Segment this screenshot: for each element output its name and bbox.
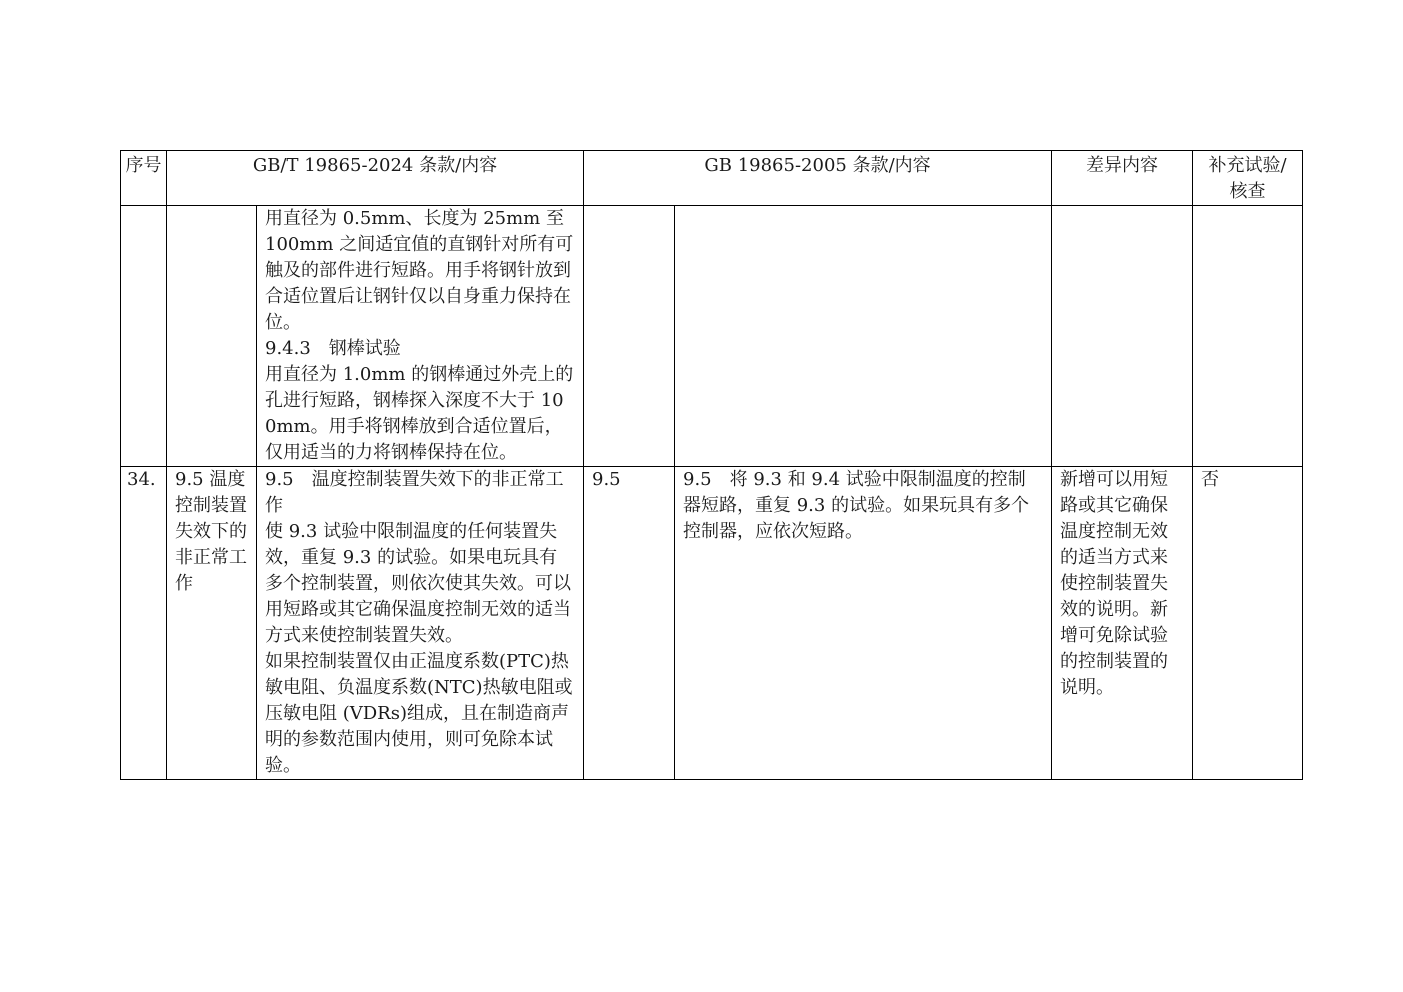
header-difference: 差异内容 [1052, 151, 1193, 206]
row-new-content [257, 206, 584, 467]
row-old-clause: 9.5 [584, 467, 675, 780]
table-row [121, 467, 1303, 780]
header-seq: 序号 [121, 151, 167, 206]
row-old-content [675, 206, 1052, 467]
header-new-standard: GB/T 19865-2024 条款/内容 [167, 151, 584, 206]
header-old-standard: GB 19865-2005 条款/内容 [584, 151, 1052, 206]
header-supplementary-test: 补充试验/核查 [1193, 151, 1303, 206]
row-old-clause [584, 206, 675, 467]
row-new-content [257, 467, 584, 780]
header-row [121, 151, 1303, 206]
row-supplementary-test [1193, 206, 1303, 467]
comparison-table [120, 150, 1303, 780]
row-seq: 34. [121, 467, 167, 780]
new-content-paragraph: 用直径为 0.5mm、长度为 25mm 至 100mm 之间适宜值的直钢针对所有可触及的部件进行短路。用手将钢针放到合适位置后让钢针仅以自身重力保持在位。 [265, 208, 574, 333]
table-row [121, 206, 1303, 467]
new-content-paragraph: 用直径为 1.0mm 的钢棒通过外壳上的孔进行短路，钢棒探入深度不大于 100mm。用手将钢棒放到合适位置后，仅用适当的力将钢棒保持在位。 [265, 364, 574, 463]
new-content-paragraph: 9.5 温度控制装置失效下的非正常工作 [265, 469, 564, 516]
new-content-paragraph: 使 9.3 试验中限制温度的任何装置失效，重复 9.3 的试验。如果电玩具有多个控制装置，则依次使其失效。可以用短路或其它确保温度控制无效的适当方式来使控制装置失效。 [265, 521, 571, 646]
row-new-clause [167, 206, 257, 467]
new-content-paragraph: 如果控制装置仅由正温度系数(PTC)热敏电阻、负温度系数(NTC)热敏电阻或压敏电阻 (VDRs)组成，且在制造商声明的参数范围内使用，则可免除本试验。 [265, 651, 573, 776]
new-content-paragraph: 9.4.3 钢棒试验 [265, 338, 401, 359]
row-difference [1052, 206, 1193, 467]
row-seq [121, 206, 167, 467]
row-old-content: 9.5 将 9.3 和 9.4 试验中限制温度的控制器短路，重复 9.3 的试验。如果玩具有多个控制器，应依次短路。 [675, 467, 1052, 780]
row-new-clause: 9.5 温度控制装置失效下的非正常工作 [167, 467, 257, 780]
row-supplementary-test: 否 [1193, 467, 1303, 780]
row-difference: 新增可以用短路或其它确保温度控制无效的适当方式来使控制装置失效的说明。新增可免除试验的控制装置的说明。 [1052, 467, 1193, 780]
